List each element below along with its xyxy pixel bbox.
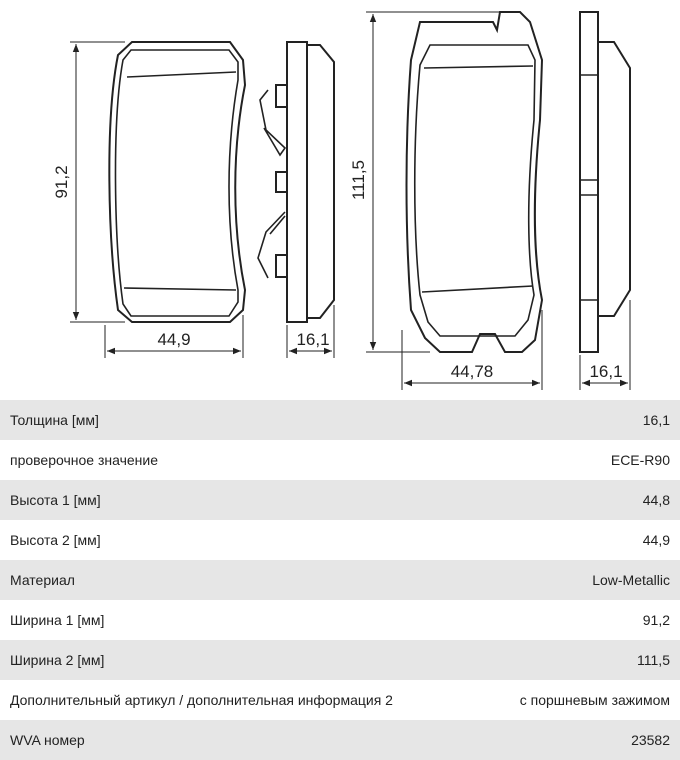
spec-label: Ширина 2 [мм] bbox=[10, 652, 105, 668]
spec-row-thickness bbox=[0, 400, 680, 440]
spec-value: 91,2 bbox=[642, 612, 670, 628]
pad2-height-dimension bbox=[366, 12, 500, 352]
spec-label: проверочное значение bbox=[10, 452, 159, 468]
spec-row-width-2 bbox=[0, 640, 680, 680]
spec-row-test-value bbox=[0, 440, 680, 480]
spec-value: 16,1 bbox=[642, 412, 670, 428]
spec-label: Высота 1 [мм] bbox=[10, 492, 101, 508]
spec-row-material bbox=[0, 560, 680, 600]
spec-label: WVA номер bbox=[10, 732, 85, 748]
pad1-height-dimension bbox=[70, 42, 125, 322]
pad2-side-view bbox=[580, 12, 630, 352]
pad1-width-label: 44,9 bbox=[157, 330, 191, 349]
pad1-front-view bbox=[109, 42, 245, 322]
specifications-table bbox=[0, 400, 680, 760]
spec-value: с поршневым зажимом bbox=[519, 692, 670, 708]
spec-value: 44,9 bbox=[642, 532, 670, 548]
spec-label: Высота 2 [мм] bbox=[10, 532, 101, 548]
spec-row-height-1 bbox=[0, 480, 680, 520]
pad1-side-view bbox=[258, 42, 334, 322]
spec-value: Low-Metallic bbox=[592, 572, 670, 588]
spec-row-height-2 bbox=[0, 520, 680, 560]
spec-label: Материал bbox=[10, 572, 75, 588]
spec-row-wva-number bbox=[0, 720, 680, 760]
pad2-front-view bbox=[407, 12, 543, 352]
spec-value: 44,8 bbox=[642, 492, 670, 508]
spec-value: ECE-R90 bbox=[610, 452, 670, 468]
pad2-thickness-label: 16,1 bbox=[589, 362, 623, 381]
spec-row-additional-info bbox=[0, 680, 680, 720]
spec-row-width-1 bbox=[0, 600, 680, 640]
spec-value: 23582 bbox=[631, 732, 670, 748]
spec-label: Толщина [мм] bbox=[10, 412, 99, 428]
spec-value: 111,5 bbox=[637, 652, 670, 668]
pad2-height-label: 111,5 bbox=[349, 159, 368, 201]
pad1-thickness-label: 16,1 bbox=[296, 330, 330, 349]
pad2-width-label: 44,78 bbox=[450, 362, 494, 381]
pad1-height-label: 91,2 bbox=[52, 165, 71, 199]
spec-label: Дополнительный артикул / дополнительная информация 2 bbox=[10, 692, 393, 708]
spec-label: Ширина 1 [мм] bbox=[10, 612, 105, 628]
